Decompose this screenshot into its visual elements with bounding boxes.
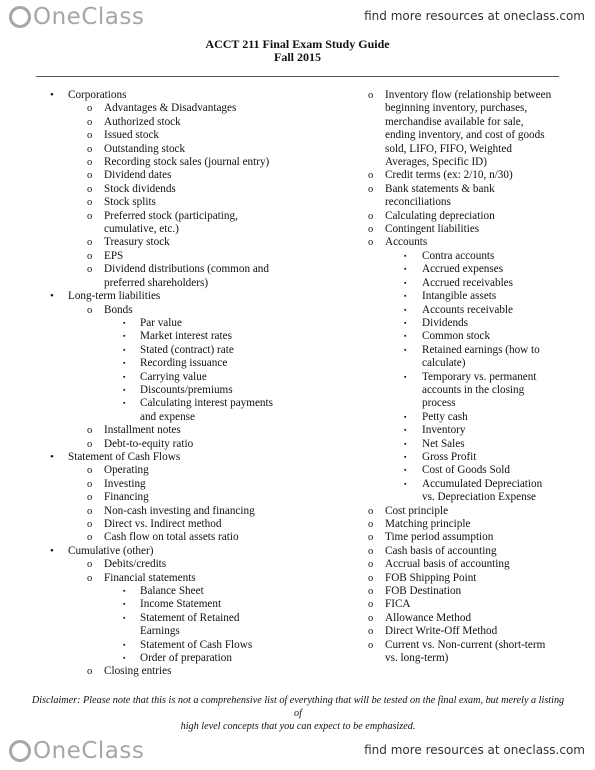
square-marker: ▪ (404, 278, 407, 287)
outline-item (368, 102, 578, 115)
outline-item (38, 89, 328, 102)
outline-item-text: Accumulated Depreciation (422, 477, 543, 490)
outline-item (368, 478, 578, 491)
circle-marker: o (87, 438, 93, 450)
outline-item (368, 464, 578, 477)
outline-item-text: FOB Shipping Point (385, 571, 477, 584)
outline-item (38, 397, 328, 410)
outline-item (368, 612, 578, 625)
circle-marker: o (87, 519, 93, 530)
outline-item-text: EPS (104, 249, 124, 262)
outline-item-text: Bank statements & bank (385, 182, 495, 195)
outline-item-text: Matching principle (385, 518, 471, 530)
outline-item (38, 652, 328, 665)
outline-item-text: Stock dividends (104, 182, 176, 195)
square-marker: ▪ (404, 265, 407, 274)
circle-marker: o (87, 103, 93, 115)
outline-item-text: Earnings (140, 625, 180, 638)
square-marker: ▪ (404, 251, 407, 260)
outline-item (38, 572, 328, 585)
outline-item (38, 236, 328, 249)
circle-marker: o (87, 492, 93, 504)
outline-item (38, 518, 328, 531)
outline-item-text: Recording issuance (140, 357, 228, 370)
outline-item (38, 478, 328, 491)
outline-item-text: Outstanding stock (104, 142, 186, 155)
outline-item (38, 290, 328, 303)
outline-item (368, 196, 578, 209)
outline-item-text: Balance Sheet (140, 585, 204, 598)
outline-item-text: FOB Destination (385, 585, 462, 598)
outline-item-text: Accrual basis of accounting (385, 558, 510, 571)
outline-item (38, 545, 328, 558)
outline-item (368, 585, 578, 598)
circle-marker: o (87, 116, 93, 128)
outline-item-text: Temporary vs. permanent (422, 370, 537, 383)
outline-item (38, 424, 328, 437)
circle-marker: o (87, 304, 93, 316)
circle-marker: o (368, 639, 374, 651)
outline-item (38, 102, 328, 115)
outline-item (368, 371, 578, 384)
square-marker: ▪ (404, 372, 407, 381)
outline-item (38, 371, 328, 384)
promo-link[interactable]: find more resources at oneclass.com (364, 743, 585, 757)
outline-item-text: beginning inventory, purchases, (385, 102, 528, 115)
outline-item (38, 438, 328, 451)
outline-item (38, 531, 328, 544)
outline-item-text: Contingent liabilities (385, 223, 480, 236)
outline-item-text: process (422, 397, 456, 410)
outline-item-text: and expense (140, 410, 195, 423)
circle-marker: o (87, 157, 93, 169)
outline-item-text: Operating (104, 464, 149, 477)
outline-item (38, 639, 328, 652)
outline-item (38, 196, 328, 209)
square-marker: ▪ (404, 452, 407, 461)
square-marker: ▪ (123, 372, 126, 381)
outline-item (368, 210, 578, 223)
outline-item (368, 183, 578, 196)
bullet-marker: • (50, 290, 54, 303)
outline-item-text: Treasury stock (104, 236, 170, 249)
outline-item (38, 169, 328, 182)
outline-item-text: Direct vs. Indirect method (104, 518, 222, 530)
outline-item-text: Calculating interest payments (140, 397, 273, 410)
oneclass-logo[interactable] (8, 4, 144, 30)
circle-marker: o (87, 572, 93, 584)
outline-item (368, 384, 578, 397)
outline-item (368, 277, 578, 290)
outline-item-text: Accrued receivables (422, 276, 513, 289)
outline-item (38, 250, 328, 263)
circle-marker: o (368, 586, 374, 598)
outline-item (368, 236, 578, 249)
circle-marker: o (368, 572, 374, 584)
outline-item (38, 665, 328, 678)
outline-item-text: Corporations (68, 89, 127, 101)
outline-item (38, 263, 328, 276)
outline-item-text: Petty cash (422, 410, 468, 423)
outline-item-text: Financing (104, 491, 149, 504)
circle-marker: o (368, 170, 374, 182)
circle-marker: o (87, 170, 93, 182)
outline-item (38, 277, 328, 290)
outline-item (368, 317, 578, 330)
outline-item (38, 625, 328, 638)
square-marker: ▪ (123, 600, 126, 609)
circle-marker: o (368, 224, 374, 236)
outline-item (38, 116, 328, 129)
outline-item-text: Dividend distributions (common and (104, 263, 269, 276)
square-marker: ▪ (404, 426, 407, 435)
square-marker: ▪ (123, 318, 126, 327)
outline-item-text: Accrued expenses (422, 263, 504, 276)
outline-item-text: Cash flow on total assets ratio (104, 531, 239, 544)
outline-item-text: Inventory flow (relationship between (385, 89, 552, 101)
circle-marker: o (87, 210, 93, 222)
circle-marker: o (368, 90, 374, 101)
circle-marker: o (368, 559, 374, 571)
outline-item-text: Stated (contract) rate (140, 343, 234, 356)
outline-item (368, 89, 578, 102)
circle-marker: o (87, 478, 93, 490)
outline-item-text: Time period assumption (385, 531, 494, 544)
outline-item-text: Carrying value (140, 370, 207, 383)
outline-item-text: Preferred stock (participating, (104, 209, 238, 222)
outline-item-text: Credit terms (ex: 2/10, n/30) (385, 169, 513, 182)
outline-item-text: Financial statements (104, 571, 196, 584)
outline-item-text: Allowance Method (385, 611, 472, 624)
outline-item (368, 304, 578, 317)
outline-item (368, 545, 578, 558)
outline-item-text: Non-cash investing and financing (104, 504, 255, 517)
outline-item (368, 344, 578, 357)
square-marker: ▪ (404, 466, 407, 475)
outline-item-text: Inventory (422, 424, 466, 437)
outline-item-text: vs. Depreciation Expense (422, 491, 537, 504)
square-marker: ▪ (404, 318, 407, 327)
square-marker: ▪ (404, 479, 407, 488)
circle-marker: o (87, 143, 93, 155)
outline-item (38, 317, 328, 330)
disclaimer-line: high level concepts that you can expect to be emphasized. (180, 721, 416, 732)
outline-item (38, 344, 328, 357)
bullet-marker: • (50, 89, 54, 101)
outline-item (368, 250, 578, 263)
outline-item-text: Stock splits (104, 196, 156, 209)
outline-item (368, 625, 578, 638)
circle-marker: o (87, 505, 93, 517)
outline-item (368, 505, 578, 518)
outline-item (368, 357, 578, 370)
outline-item (368, 129, 578, 142)
outline-item (38, 129, 328, 142)
bullet-marker: • (50, 450, 54, 463)
oneclass-logo-icon (8, 5, 32, 29)
circle-marker: o (87, 183, 93, 195)
square-marker: ▪ (404, 305, 407, 314)
disclaimer-line: Disclaimer: Please note that this is not a comprehensive list of everything that will be tested on the final exam, but merely a listing of (31, 695, 565, 719)
square-marker: ▪ (123, 640, 126, 649)
outline-item (38, 451, 328, 464)
circle-marker: o (87, 130, 93, 142)
outline-item (368, 290, 578, 303)
outline-item-text: Dividend dates (104, 169, 172, 182)
outline-item-text: preferred shareholders) (104, 276, 209, 289)
left-outline-column (38, 89, 328, 679)
circle-marker: o (368, 505, 374, 517)
outline-item-text: Cost principle (385, 504, 449, 517)
outline-item-text: reconciliations (385, 196, 451, 209)
outline-item-text: Averages, Specific ID) (385, 156, 487, 169)
circle-marker: o (368, 532, 374, 544)
bullet-marker: • (50, 544, 54, 557)
outline-item-text: merchandise available for sale, (385, 115, 524, 128)
document-subtitle: Fall 2015 (274, 50, 321, 64)
outline-item (38, 464, 328, 477)
outline-item (38, 491, 328, 504)
outline-item (368, 572, 578, 585)
promo-link[interactable]: find more resources at oneclass.com (364, 9, 585, 23)
outline-item (368, 438, 578, 451)
outline-item-text: Authorized stock (104, 115, 181, 128)
square-marker: ▪ (404, 412, 407, 421)
square-marker: ▪ (123, 385, 126, 394)
circle-marker: o (368, 545, 374, 557)
outline-item (368, 143, 578, 156)
outline-item (368, 598, 578, 611)
square-marker: ▪ (123, 359, 126, 368)
oneclass-logo-icon (8, 739, 32, 763)
circle-marker: o (368, 519, 374, 530)
outline-item-text: Market interest rates (140, 330, 232, 343)
outline-item-text: Debits/credits (104, 558, 167, 571)
outline-item (368, 639, 578, 652)
outline-item-text: Calculating depreciation (385, 209, 495, 222)
outline-item-text: Statement of Cash Flows (140, 638, 253, 651)
outline-item (368, 518, 578, 531)
outline-item-text: Contra accounts (422, 249, 495, 262)
outline-item (368, 411, 578, 424)
circle-marker: o (368, 626, 374, 638)
outline-item (368, 116, 578, 129)
outline-item (38, 357, 328, 370)
outline-item-text: Bonds (104, 303, 133, 316)
outline-item-text: Debt-to-equity ratio (104, 437, 194, 450)
outline-item (38, 330, 328, 343)
outline-item (368, 652, 578, 665)
circle-marker: o (368, 183, 374, 195)
outline-item-text: Cost of Goods Sold (422, 464, 510, 477)
outline-item (368, 263, 578, 276)
outline-item-text: sold, LIFO, FIFO, Weighted (385, 142, 512, 155)
outline-item (368, 558, 578, 571)
circle-marker: o (368, 612, 374, 624)
square-marker: ▪ (123, 587, 126, 596)
square-marker: ▪ (404, 345, 407, 354)
outline-item (38, 612, 328, 625)
circle-marker: o (87, 250, 93, 262)
square-marker: ▪ (123, 613, 126, 622)
outline-item-text: Issued stock (104, 129, 159, 142)
outline-item (38, 598, 328, 611)
outline-item-text: calculate) (422, 357, 466, 370)
logo-text: OneClass (33, 4, 145, 30)
outline-item-text: Investing (104, 477, 146, 490)
outline-item (368, 223, 578, 236)
circle-marker: o (87, 197, 93, 209)
outline-item-text: Par value (140, 316, 182, 329)
outline-item-text: Accounts receivable (422, 303, 514, 316)
outline-item-text: Intangible assets (422, 290, 497, 303)
square-marker: ▪ (404, 292, 407, 301)
outline-item-text: cumulative, etc.) (104, 223, 179, 236)
outline-item-text: accounts in the closing (422, 383, 525, 396)
circle-marker: o (87, 264, 93, 276)
outline-item-text: Dividends (422, 316, 468, 329)
outline-item-text: Order of preparation (140, 652, 232, 665)
logo-text: OneClass (33, 738, 145, 764)
square-marker: ▪ (123, 332, 126, 341)
outline-item (38, 223, 328, 236)
circle-marker: o (87, 425, 93, 437)
outline-item-text: vs. long-term) (385, 652, 449, 665)
outline-item (368, 330, 578, 343)
outline-item-text: Accounts (385, 236, 428, 249)
outline-item-text: ending inventory, and cost of goods (385, 129, 545, 142)
outline-item (368, 424, 578, 437)
outline-item-text: Cumulative (other) (68, 544, 154, 557)
outline-item-text: Cash basis of accounting (385, 544, 497, 557)
outline-item-text: Long-term liabilities (68, 290, 161, 303)
square-marker: ▪ (404, 332, 407, 341)
outline-item (38, 411, 328, 424)
document-title: ACCT 211 Final Exam Study Guide (205, 37, 390, 51)
top-banner (0, 0, 595, 36)
outline-item (38, 384, 328, 397)
circle-marker: o (87, 465, 93, 477)
outline-item-text: Income Statement (140, 598, 222, 611)
outline-item-text: Net Sales (422, 437, 465, 450)
outline-item (38, 304, 328, 317)
outline-item (368, 169, 578, 182)
outline-item (38, 143, 328, 156)
circle-marker: o (87, 666, 93, 678)
outline-item-text: Common stock (422, 330, 491, 343)
circle-marker: o (368, 599, 374, 611)
outline-item (368, 491, 578, 504)
outline-item (38, 156, 328, 169)
disclaimer (28, 694, 568, 733)
outline-item-text: Recording stock sales (journal entry) (104, 156, 270, 169)
outline-item-text: Advantages & Disadvantages (104, 102, 237, 115)
title-divider (36, 76, 559, 77)
outline-item-text: Gross Profit (422, 450, 477, 463)
outline-item (38, 210, 328, 223)
outline-item-text: Statement of Cash Flows (68, 450, 181, 463)
outline-item-text: Direct Write-Off Method (385, 625, 498, 638)
outline-item (38, 183, 328, 196)
outline-item (368, 397, 578, 410)
right-outline-column (368, 89, 578, 665)
outline-item-text: Statement of Retained (140, 611, 240, 624)
outline-item-text: Current vs. Non-current (short-term (385, 638, 546, 651)
outline-item-text: Discounts/premiums (140, 383, 233, 396)
outline-item (38, 505, 328, 518)
outline-item (38, 585, 328, 598)
circle-marker: o (87, 559, 93, 571)
outline-item (368, 451, 578, 464)
circle-marker: o (368, 210, 374, 222)
outline-item-text: FICA (385, 598, 411, 611)
square-marker: ▪ (404, 439, 407, 448)
square-marker: ▪ (123, 654, 126, 663)
outline-item-text: Retained earnings (how to (422, 343, 540, 356)
outline-item (38, 558, 328, 571)
outline-item-text: Closing entries (104, 665, 172, 678)
outline-item-text: Installment notes (104, 424, 181, 437)
circle-marker: o (368, 237, 374, 249)
oneclass-logo[interactable] (8, 738, 144, 764)
square-marker: ▪ (123, 399, 126, 408)
circle-marker: o (87, 237, 93, 249)
circle-marker: o (87, 532, 93, 544)
outline-item (368, 531, 578, 544)
square-marker: ▪ (123, 345, 126, 354)
bottom-banner (0, 734, 595, 770)
outline-item (368, 156, 578, 169)
